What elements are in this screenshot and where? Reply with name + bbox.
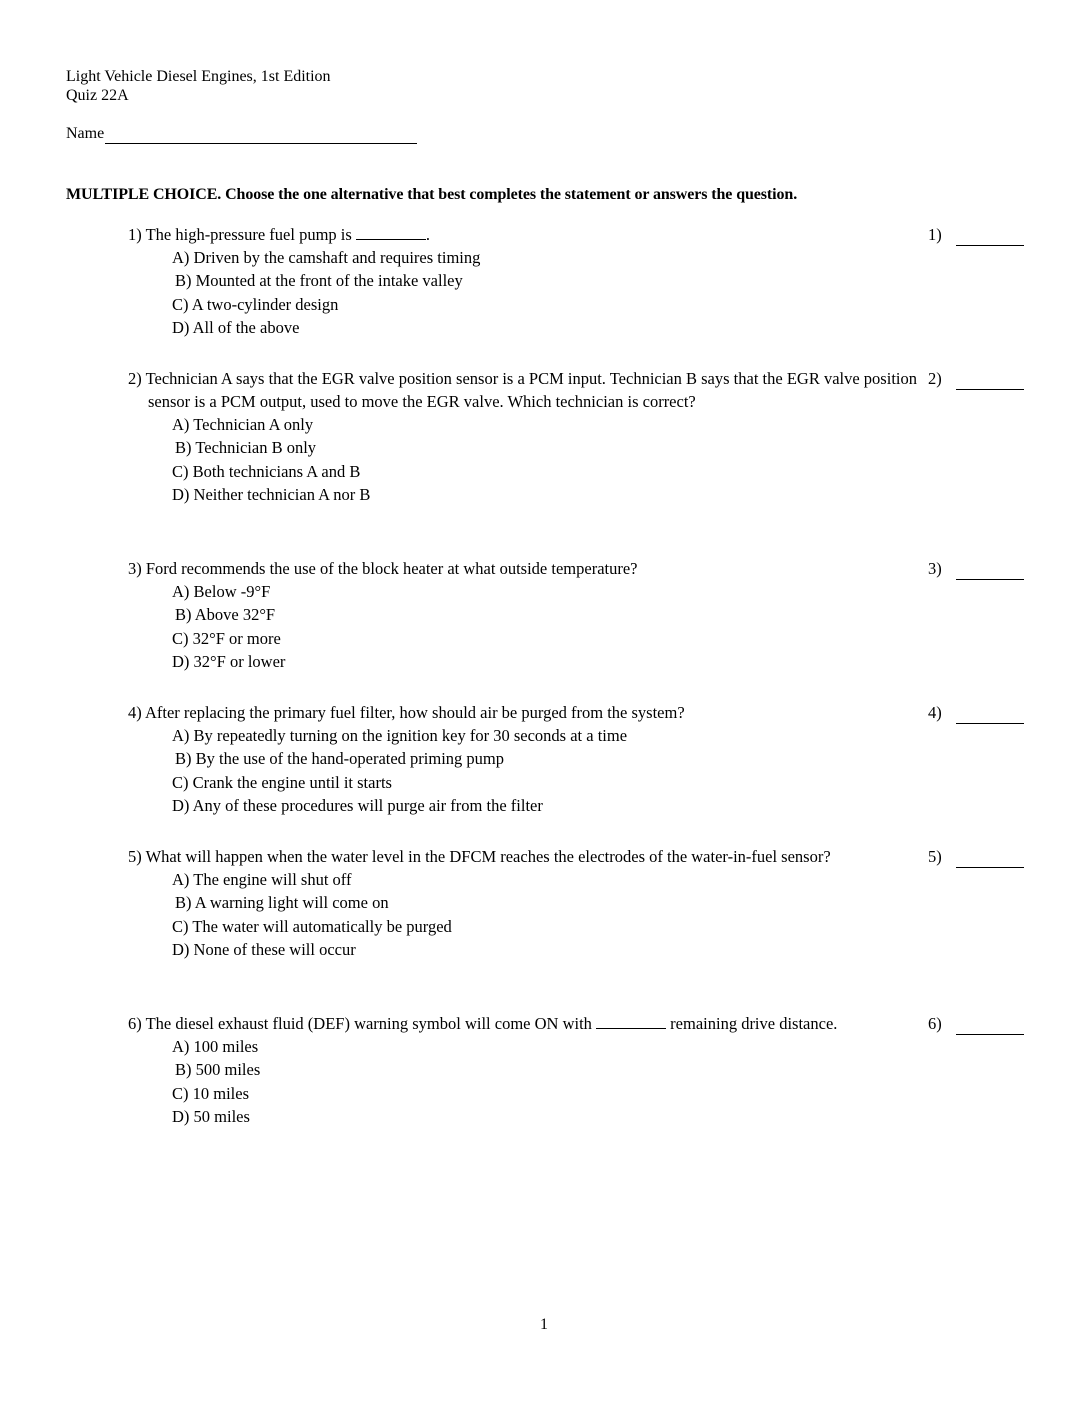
stem-text: What will happen when the water level in the DFCM reaches the electrodes of the water-in-fuel sensor? <box>145 847 831 866</box>
answer-blank[interactable] <box>956 706 1024 724</box>
choice-c[interactable] <box>128 627 1028 650</box>
question-stem <box>128 845 938 868</box>
question-number: 2) <box>128 369 142 388</box>
question-stem <box>128 223 938 246</box>
answer-slot <box>928 367 1024 390</box>
choice-letter: A) <box>172 582 190 601</box>
quiz-label: Quiz 22A <box>66 87 129 104</box>
question-2 <box>128 367 1028 506</box>
name-field-row <box>66 124 417 144</box>
choice-a[interactable] <box>128 1035 1028 1058</box>
choice-a[interactable] <box>128 868 1028 891</box>
choice-text: 500 miles <box>195 1060 261 1080</box>
question-stem <box>128 367 938 413</box>
choice-a[interactable] <box>128 246 1028 269</box>
choice-b[interactable] <box>128 436 1028 459</box>
choice-c[interactable] <box>128 915 1028 938</box>
question-1 <box>128 223 1028 339</box>
choice-a[interactable] <box>128 724 1028 747</box>
choice-text: A warning light will come on <box>194 893 389 913</box>
question-5 <box>128 845 1028 961</box>
choice-letter: B) <box>175 438 192 458</box>
choice-text: A two-cylinder design <box>191 294 339 314</box>
name-label: Name <box>66 125 105 142</box>
inline-blank <box>596 1012 666 1029</box>
stem-text: remaining drive distance. <box>666 1014 838 1033</box>
stem-text: After replacing the primary fuel filter, how should air be purged from the system? <box>144 703 685 722</box>
answer-blank[interactable] <box>956 1017 1024 1035</box>
choice-c[interactable] <box>128 293 1028 316</box>
answer-slot <box>928 1012 1024 1035</box>
answer-blank[interactable] <box>956 850 1024 868</box>
choice-text: Above 32°F <box>194 605 276 625</box>
choice-c[interactable] <box>128 771 1028 794</box>
answer-label: 3) <box>928 559 942 578</box>
choice-letter: C) <box>172 916 189 936</box>
choice-letter: A) <box>172 415 190 434</box>
choice-d[interactable] <box>128 794 1028 817</box>
choice-letter: B) <box>175 605 192 625</box>
choice-letter: D) <box>172 651 190 671</box>
answer-blank[interactable] <box>956 228 1024 246</box>
answer-label: 5) <box>928 847 942 866</box>
question-3 <box>128 557 1028 673</box>
choice-letter: A) <box>172 1037 190 1056</box>
choice-letter: C) <box>172 1083 189 1103</box>
choice-letter: C) <box>172 294 189 314</box>
instructions: MULTIPLE CHOICE. Choose the one alternative that best completes the statement or answers the question. <box>66 186 798 203</box>
page-number: 1 <box>540 1316 548 1333</box>
choice-b[interactable] <box>128 1058 1028 1081</box>
choice-text: 32°F or more <box>192 628 281 648</box>
choice-a[interactable] <box>128 580 1028 603</box>
choice-a[interactable] <box>128 413 1028 436</box>
choice-text: None of these will occur <box>193 939 356 959</box>
question-number: 5) <box>128 847 142 866</box>
stem-text: . <box>425 225 431 244</box>
choice-letter: C) <box>172 772 189 792</box>
answer-label: 6) <box>928 1014 942 1033</box>
choice-b[interactable] <box>128 891 1028 914</box>
choice-d[interactable] <box>128 1105 1028 1128</box>
choice-d[interactable] <box>128 316 1028 339</box>
choice-letter: B) <box>175 893 192 913</box>
choice-letter: C) <box>172 461 189 481</box>
choice-letter: D) <box>172 317 190 337</box>
answer-label: 2) <box>928 369 942 388</box>
choice-text: Technician A only <box>193 415 314 434</box>
choice-letter: D) <box>172 939 190 959</box>
choice-letter: A) <box>172 248 190 267</box>
choice-text: The engine will shut off <box>193 870 352 889</box>
stem-text: The high-pressure fuel pump is <box>145 225 356 244</box>
answer-slot <box>928 845 1024 868</box>
choice-text: Below -9°F <box>193 582 271 601</box>
choice-text: 32°F or lower <box>193 651 286 671</box>
choice-text: Technician B only <box>195 438 317 458</box>
question-stem <box>128 1012 938 1035</box>
document-title: Light Vehicle Diesel Engines, 1st Edition <box>66 68 331 85</box>
question-4 <box>128 701 1028 817</box>
choice-text: Mounted at the front of the intake valley <box>195 271 463 291</box>
question-6 <box>128 1012 1028 1128</box>
choice-letter: A) <box>172 870 190 889</box>
question-number: 3) <box>128 559 142 578</box>
stem-text: Ford recommends the use of the block heater at what outside temperature? <box>145 559 638 578</box>
choice-letter: B) <box>175 271 192 291</box>
answer-label: 1) <box>928 225 942 244</box>
choice-text: Neither technician A nor B <box>193 484 371 504</box>
choice-text: 100 miles <box>193 1037 259 1056</box>
answer-slot <box>928 701 1024 724</box>
choice-text: Crank the engine until it starts <box>192 772 392 792</box>
question-stem <box>128 557 938 580</box>
name-blank-line[interactable] <box>105 127 417 144</box>
choice-text: 50 miles <box>193 1106 250 1126</box>
inline-blank <box>356 223 426 240</box>
choice-text: By the use of the hand-operated priming pump <box>195 749 505 769</box>
answer-slot <box>928 223 1024 246</box>
answer-slot <box>928 557 1024 580</box>
choice-letter: A) <box>172 726 190 745</box>
choice-text: 10 miles <box>192 1083 249 1103</box>
choice-letter: B) <box>175 749 192 769</box>
choice-b[interactable] <box>128 269 1028 292</box>
choice-text: Both technicians A and B <box>192 461 361 481</box>
choice-text: Any of these procedures will purge air from the filter <box>192 795 543 815</box>
choice-text: By repeatedly turning on the ignition key for 30 seconds at a time <box>193 726 628 745</box>
question-stem <box>128 701 938 724</box>
choice-c[interactable] <box>128 1082 1028 1105</box>
choice-text: Driven by the camshaft and requires timing <box>193 248 481 267</box>
choice-letter: D) <box>172 1106 190 1126</box>
choice-b[interactable] <box>128 603 1028 626</box>
question-number: 4) <box>128 703 142 722</box>
choice-text: All of the above <box>192 317 300 337</box>
choice-letter: B) <box>175 1060 192 1080</box>
answer-label: 4) <box>928 703 942 722</box>
question-number: 6) <box>128 1014 142 1033</box>
choice-text: The water will automatically be purged <box>192 916 452 936</box>
choice-letter: D) <box>172 484 190 504</box>
answer-blank[interactable] <box>956 372 1024 390</box>
stem-text: The diesel exhaust fluid (DEF) warning symbol will come ON with <box>145 1014 597 1033</box>
choice-d[interactable] <box>128 650 1028 673</box>
question-number: 1) <box>128 225 142 244</box>
answer-blank[interactable] <box>956 562 1024 580</box>
choice-letter: C) <box>172 628 189 648</box>
stem-text: Technician A says that the EGR valve position sensor is a PCM input. Technician B says that the EGR valve position sensor is a PCM output, used to move the EGR valve. Which technician is correct? <box>145 369 917 411</box>
choice-c[interactable] <box>128 460 1028 483</box>
choice-d[interactable] <box>128 938 1028 961</box>
choice-letter: D) <box>172 795 190 815</box>
choice-d[interactable] <box>128 483 1028 506</box>
choice-b[interactable] <box>128 747 1028 770</box>
